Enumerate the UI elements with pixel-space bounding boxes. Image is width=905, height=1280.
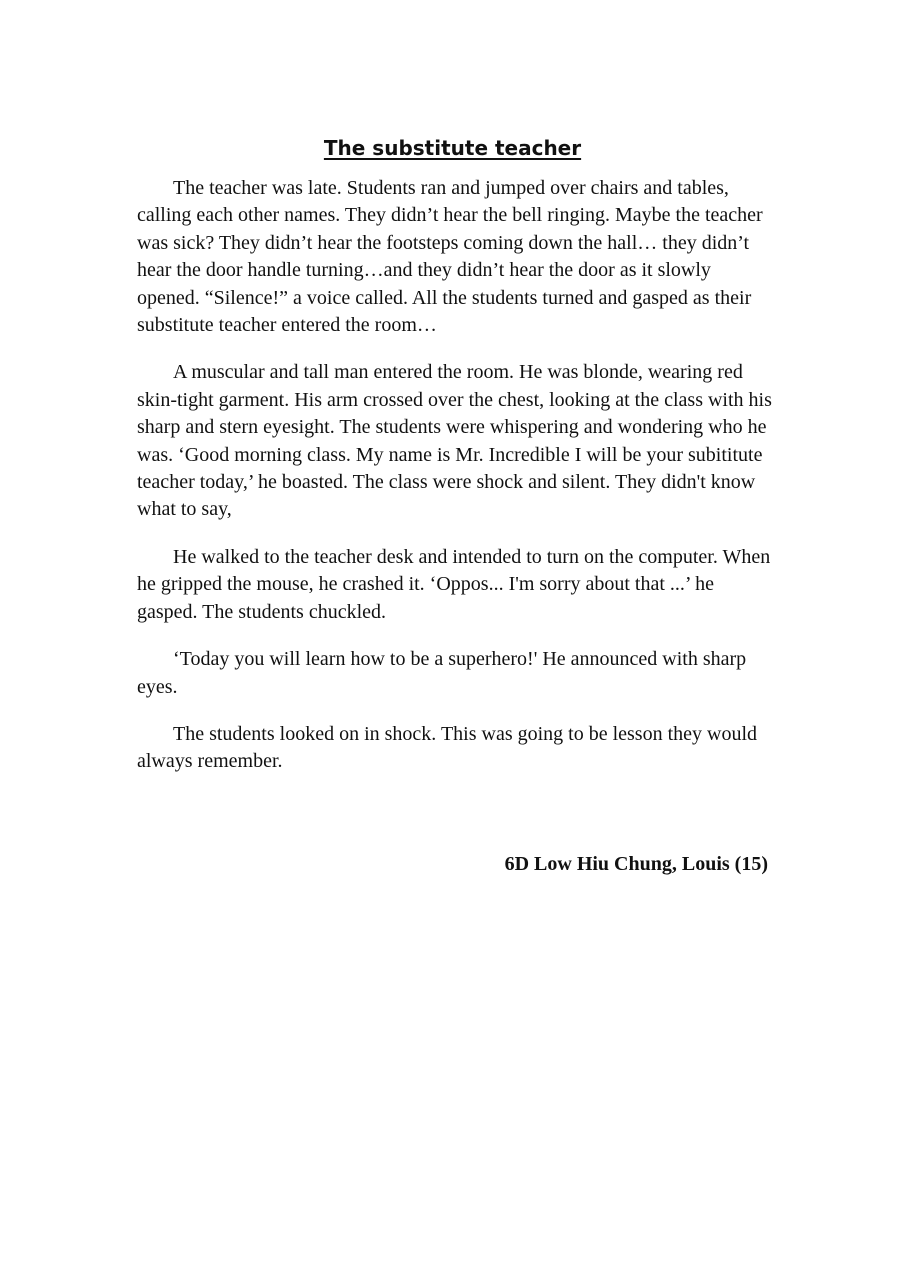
story-paragraph-4: ‘Today you will learn how to be a superhero!' He announced with sharp eyes. xyxy=(137,648,747,698)
story-body xyxy=(137,175,773,796)
document-title: The substitute teacher xyxy=(323,136,582,160)
story-paragraph-1: The teacher was late. Students ran and jumped over chairs and tables, calling each other names. They didn’t hear the bell ringing. Maybe the teacher was sick? They didn’t hear the footsteps coming down the hall… they didn’t hear the door handle turning…and they didn’t hear the door as it slowly opened. “Silence!” a voice called. All the students turned and gasped as their substitute teacher entered the room… xyxy=(137,177,763,337)
story-paragraph-5: The students looked on in shock. This was going to be lesson they would always remember. xyxy=(137,722,758,773)
story-paragraph-2: A muscular and tall man entered the room. He was blonde, wearing red skin-tight garment. His arm crossed over the chest, looking at the class with his sharp and stern eyesight. The students were whispering and wondering who he was. ‘Good morning class. My name is Mr. Incredible I will be your subititute teacher today,’ he boasted. The class were shock and silent. They didn't know what to say, xyxy=(137,361,772,521)
author-signature: 6D Low Hiu Chung, Louis (15) xyxy=(504,853,768,875)
story-paragraph-3: He walked to the teacher desk and intended to turn on the computer. When he gripped the mouse, he crashed it. ‘Oppos... I'm sorry about that ...’ he gasped. The students chuckled. xyxy=(137,545,771,623)
